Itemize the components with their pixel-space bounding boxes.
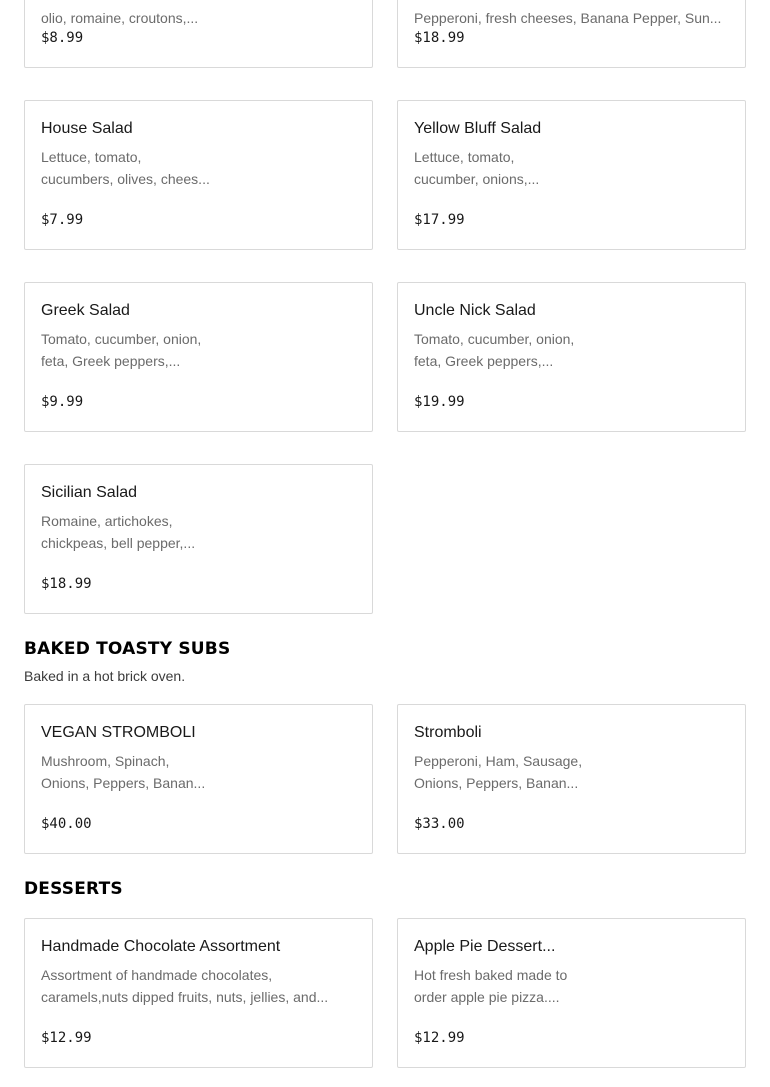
menu-item-description: Mushroom, Spinach, Onions, Peppers, Banan... (41, 753, 206, 791)
menu-item-name: Apple Pie Dessert... (414, 938, 556, 955)
menu-item-price: $8.99 (41, 30, 84, 46)
menu-item-description: Lettuce, tomato, cucumber, onions,... (414, 149, 540, 187)
menu-item-name: Yellow Bluff Salad (414, 120, 542, 137)
menu-item-name: Handmade Chocolate Assortment (41, 938, 281, 955)
menu-item-price: $33.00 (414, 816, 465, 832)
menu-item-name: Uncle Nick Salad (414, 302, 536, 319)
menu-item-name: VEGAN STROMBOLI (41, 724, 196, 741)
menu-item-description: Tomato, cucumber, onion, feta, Greek peppers,... (41, 331, 202, 369)
menu-item-name: Sicilian Salad (41, 484, 138, 501)
menu-item-card[interactable] (397, 0, 746, 68)
menu-item-greek-salad[interactable] (24, 282, 373, 432)
menu-item-yellow-bluff-salad[interactable] (397, 100, 746, 250)
menu-item-vegan-stromboli[interactable] (24, 704, 373, 854)
menu-item-price: $19.99 (414, 394, 465, 410)
menu-item-stromboli[interactable] (397, 704, 746, 854)
section-subtitle-baked-subs: Baked in a hot brick oven. (24, 668, 186, 684)
menu-item-description: Pepperoni, Ham, Sausage, Onions, Peppers, Banan... (414, 753, 583, 791)
menu-item-name: House Salad (41, 120, 133, 137)
menu-item-description: Hot fresh baked made to order apple pie pizza.... (414, 967, 568, 1005)
menu-item-description: Pepperoni, fresh cheeses, Banana Pepper, Sun... (414, 10, 722, 26)
menu-item-price: $9.99 (41, 394, 84, 410)
menu-item-description: olio, romaine, croutons,... (41, 10, 199, 26)
menu-item-name: Greek Salad (41, 302, 130, 319)
section-title-desserts: DESSERTS (24, 879, 123, 899)
menu-item-price: $12.99 (41, 1030, 92, 1046)
menu-item-price: $40.00 (41, 816, 92, 832)
menu-item-price: $17.99 (414, 212, 465, 228)
menu-item-handmade-chocolate[interactable] (24, 918, 373, 1068)
menu-item-description: Lettuce, tomato, cucumbers, olives, chees... (41, 149, 210, 187)
menu-item-price: $12.99 (414, 1030, 465, 1046)
menu-item-description: Assortment of handmade chocolates, caramels,nuts dipped fruits, nuts, jellies, and... (41, 967, 329, 1005)
menu-item-price: $18.99 (414, 30, 465, 46)
menu-item-apple-pie-dessert[interactable] (397, 918, 746, 1068)
menu-item-sicilian-salad[interactable] (24, 464, 373, 614)
menu-item-card[interactable] (24, 0, 373, 68)
menu-item-description: Romaine, artichokes, chickpeas, bell pepper,... (41, 513, 196, 551)
menu-item-description: Tomato, cucumber, onion, feta, Greek peppers,... (414, 331, 575, 369)
menu-item-price: $7.99 (41, 212, 84, 228)
menu-item-name: Stromboli (414, 724, 482, 741)
section-title-baked-subs: BAKED TOASTY SUBS (24, 639, 231, 659)
menu-item-price: $18.99 (41, 576, 92, 592)
menu-item-house-salad[interactable] (24, 100, 373, 250)
menu-item-uncle-nick-salad[interactable] (397, 282, 746, 432)
